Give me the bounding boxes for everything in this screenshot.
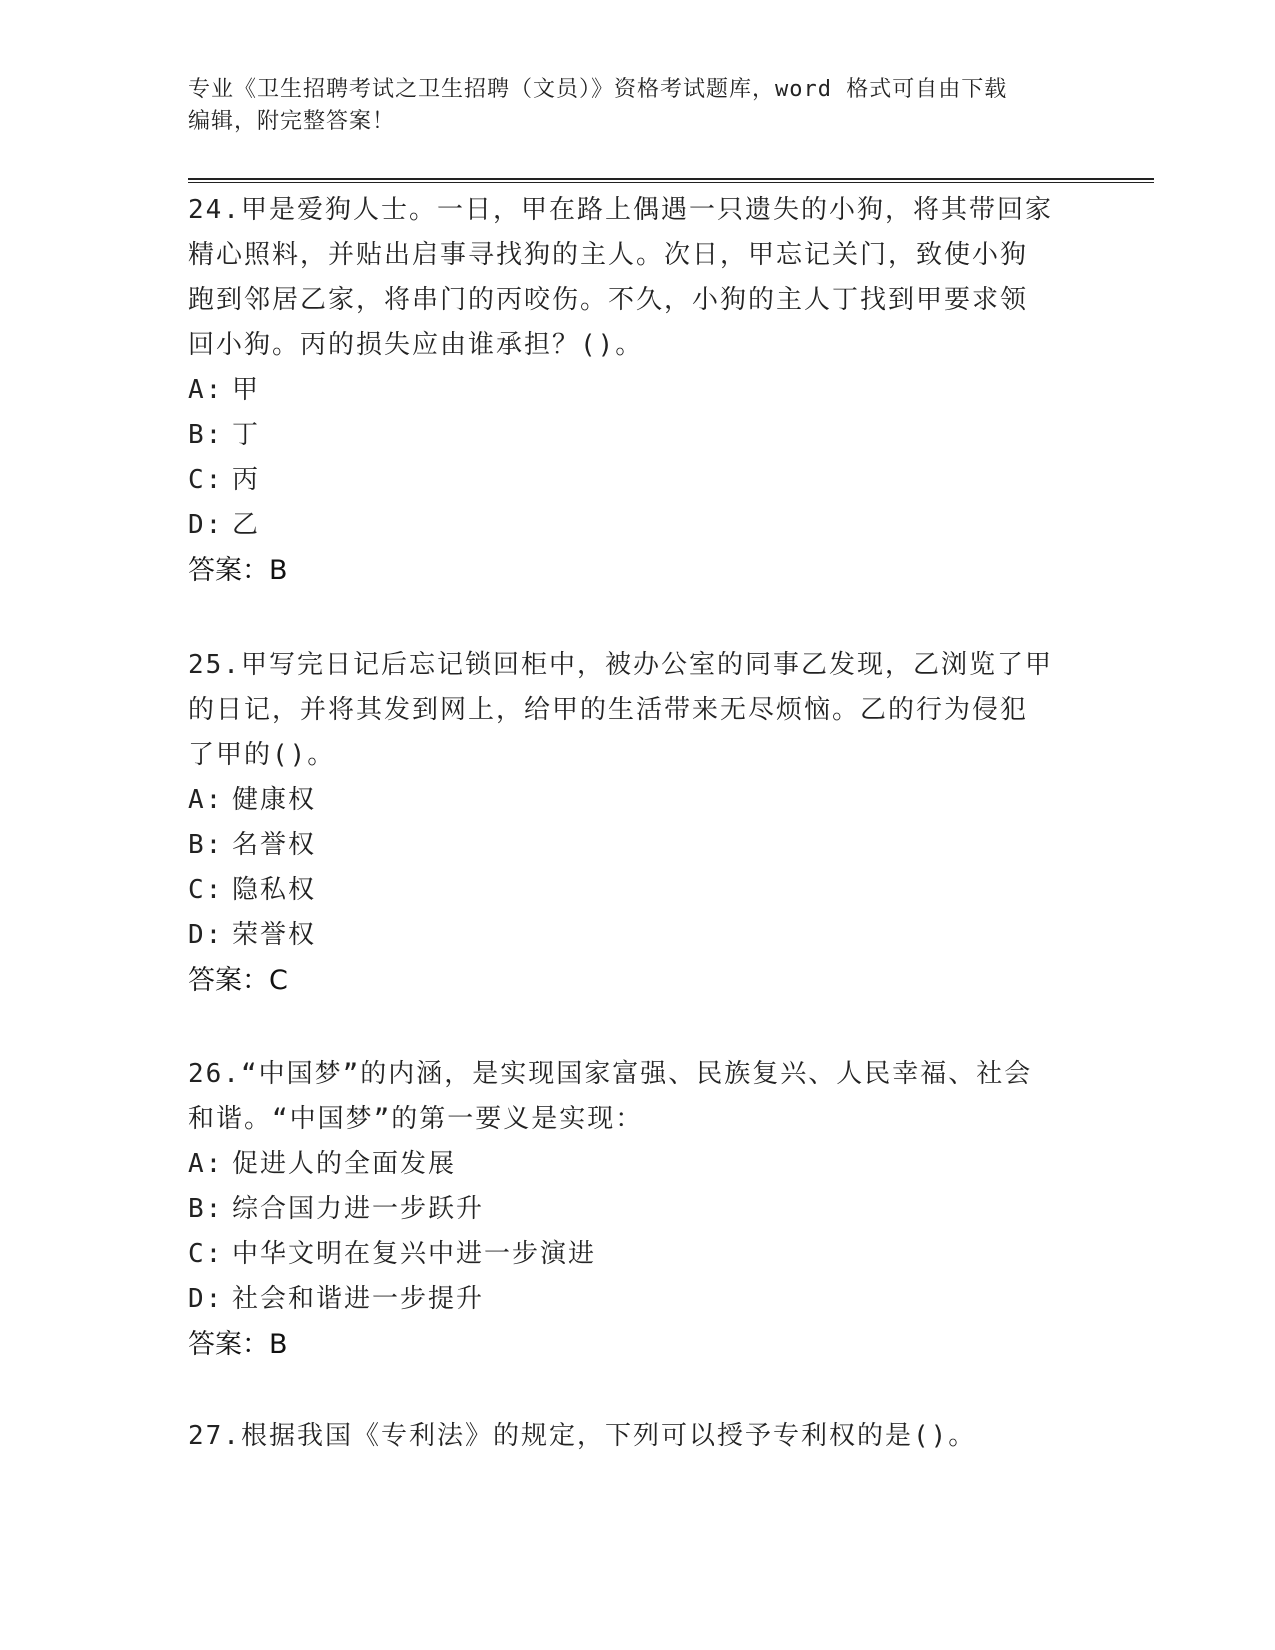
option-d [188,503,1068,548]
question-stem-line: 跑到邻居乙家，将串门的丙咬伤。不久，小狗的主人丁找到甲要求领 [188,285,1029,315]
option-a [188,1142,1068,1187]
option-text: 丙 [232,465,261,495]
question-stem-line: 和谐。“中国梦”的第一要义是实现： [188,1104,644,1134]
option-c [188,1232,1068,1277]
option-text: 综合国力进一步跃升 [232,1194,485,1224]
option-text: 丁 [232,420,261,450]
option-d [188,913,1068,958]
option-letter: A: [188,1149,224,1179]
option-b [188,1187,1068,1232]
option-letter: A: [188,785,224,815]
option-d [188,1277,1068,1322]
option-text: 隐私权 [232,875,317,905]
question-25 [188,643,1068,1003]
option-text: 促进人的全面发展 [232,1149,457,1179]
option-b [188,823,1068,868]
answer-line: 答案：B [188,1329,288,1360]
question-stem-line: 精心照料，并贴出启事寻找狗的主人。次日，甲忘记关门，致使小狗 [188,240,1029,270]
answer-line: 答案：C [188,965,288,996]
option-c [188,458,1068,503]
document-header [188,74,1068,138]
option-b [188,413,1068,458]
question-stem-line: 26.“中国梦”的内涵，是实现国家富强、民族复兴、人民幸福、社会 [188,1059,1033,1089]
question-stem [188,1414,1068,1459]
question-stem [188,1052,1068,1142]
option-letter: A: [188,375,224,405]
question-stem-line: 27.根据我国《专利法》的规定，下列可以授予专利权的是()。 [188,1421,977,1451]
question-stem-line: 回小狗。丙的损失应由谁承担？()。 [188,330,644,360]
question-stem-line: 了甲的()。 [188,740,336,770]
option-letter: D: [188,510,224,540]
option-letter: C: [188,875,224,905]
option-letter: C: [188,1239,224,1269]
option-text: 中华文明在复兴中进一步演进 [232,1239,597,1269]
option-text: 社会和谐进一步提升 [232,1284,485,1314]
header-line-2: 编辑，附完整答案！ [188,109,396,134]
header-line-1: 专业《卫生招聘考试之卫生招聘（文员）》资格考试题库，word 格式可自由下载 [188,77,1008,102]
option-letter: B: [188,830,224,860]
option-letter: C: [188,465,224,495]
header-divider-thick [188,178,1154,180]
option-letter: B: [188,420,224,450]
option-text: 甲 [232,375,261,405]
question-stem [188,643,1068,778]
option-c [188,868,1068,913]
header-divider-thin [188,182,1154,183]
question-stem-line: 25.甲写完日记后忘记锁回柜中，被办公室的同事乙发现，乙浏览了甲 [188,650,1053,680]
question-26 [188,1052,1068,1367]
answer-line: 答案：B [188,555,288,586]
option-text: 名誉权 [232,830,317,860]
question-stem-line: 24.甲是爱狗人士。一日，甲在路上偶遇一只遗失的小狗，将其带回家 [188,195,1053,225]
option-a [188,368,1068,413]
question-24 [188,188,1068,593]
question-stem-line: 的日记，并将其发到网上，给甲的生活带来无尽烦恼。乙的行为侵犯 [188,695,1029,725]
option-text: 乙 [232,510,261,540]
option-letter: D: [188,1284,224,1314]
option-text: 健康权 [232,785,317,815]
question-27 [188,1414,1068,1459]
option-letter: D: [188,920,224,950]
option-a [188,778,1068,823]
question-stem [188,188,1068,368]
option-letter: B: [188,1194,224,1224]
option-text: 荣誉权 [232,920,317,950]
